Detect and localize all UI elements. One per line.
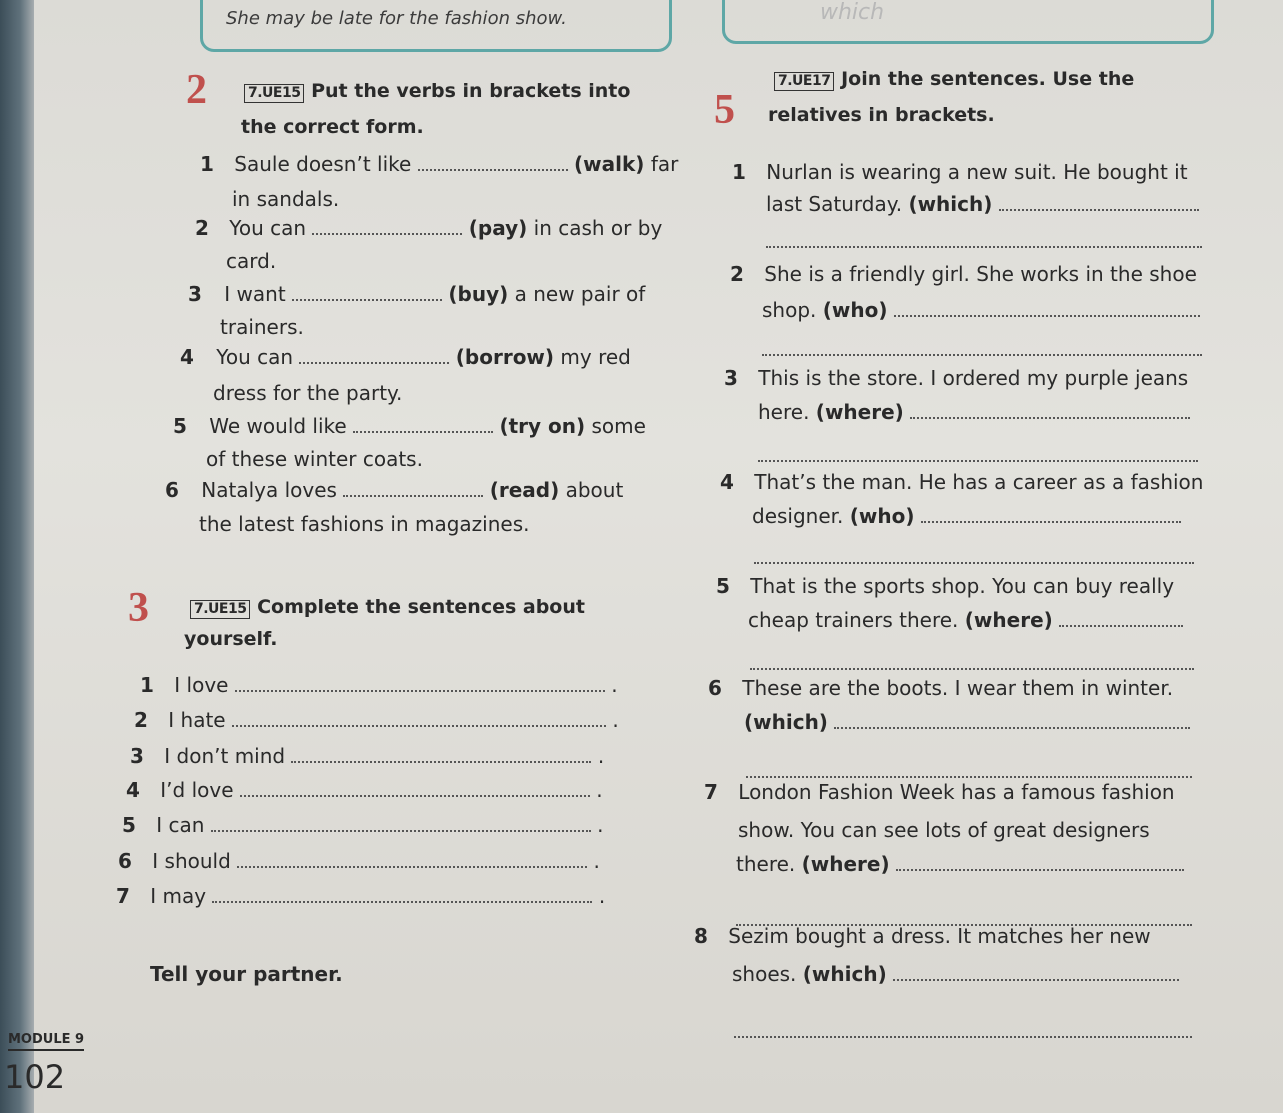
item-text: trainers. bbox=[220, 315, 304, 339]
item-text: That is the sports shop. You can buy really bbox=[750, 574, 1175, 598]
unit-code: 7.UE15 bbox=[190, 600, 250, 619]
answer-line bbox=[758, 446, 1198, 466]
item-text: last Saturday. bbox=[766, 192, 903, 216]
instruction-line-1: Complete the sentences about bbox=[257, 596, 585, 618]
item-text: cheap trainers there. bbox=[748, 608, 959, 632]
exercise-instruction bbox=[774, 68, 1134, 91]
answer-blank[interactable] bbox=[211, 816, 591, 832]
relative-hint: (who) bbox=[849, 504, 915, 528]
item-text: about bbox=[565, 478, 624, 502]
tell-partner: Tell your partner. bbox=[150, 962, 343, 986]
item-number: 3 bbox=[724, 366, 738, 390]
item-text: shop. bbox=[762, 298, 817, 322]
item-text: She is a friendly girl. She works in the shoe bbox=[764, 262, 1197, 286]
answer-blank[interactable] bbox=[762, 340, 1202, 356]
item-number: 2 bbox=[134, 708, 148, 732]
relative-hint: (which) bbox=[802, 962, 887, 986]
exercise-item bbox=[173, 414, 646, 438]
answer-blank[interactable] bbox=[894, 301, 1200, 317]
exercise-item bbox=[724, 366, 1188, 390]
item-line bbox=[744, 710, 1190, 734]
answer-blank[interactable] bbox=[758, 446, 1198, 462]
verb-hint: (read) bbox=[489, 478, 560, 502]
exercise-item bbox=[730, 262, 1197, 286]
exercise-item bbox=[704, 780, 1175, 804]
item-number: 4 bbox=[126, 778, 140, 802]
example-box-right bbox=[722, 0, 1214, 44]
item-text: These are the boots. I wear them in winter. bbox=[742, 676, 1174, 700]
exercise-item: 2 I hate . bbox=[134, 708, 619, 732]
item-text: shoes. bbox=[732, 962, 797, 986]
relative-hint: (where) bbox=[964, 608, 1053, 632]
item-text: That’s the man. He has a career as a fashion bbox=[754, 470, 1204, 494]
item-text: of these winter coats. bbox=[206, 447, 423, 471]
relative-hint: (where) bbox=[815, 400, 904, 424]
item-line bbox=[752, 504, 1181, 528]
item-number: 6 bbox=[165, 478, 179, 502]
answer-blank[interactable] bbox=[353, 417, 493, 433]
answer-blank[interactable] bbox=[343, 481, 483, 497]
relative-hint: (where) bbox=[801, 852, 890, 876]
unit-code: 7.UE15 bbox=[244, 84, 304, 103]
book-spine bbox=[0, 0, 34, 1113]
exercise-item bbox=[708, 676, 1173, 700]
item-text: This is the store. I ordered my purple jeans bbox=[758, 366, 1189, 390]
item-text: show. You can see lots of great designers bbox=[738, 818, 1150, 842]
item-text: in cash or by bbox=[533, 216, 663, 240]
module-label: MODULE 9 bbox=[8, 1032, 84, 1051]
item-number: 1 bbox=[140, 673, 154, 697]
answer-blank[interactable] bbox=[734, 1022, 1192, 1038]
exercise-item bbox=[694, 924, 1151, 948]
item-number: 6 bbox=[118, 849, 132, 873]
item-number: 7 bbox=[704, 780, 718, 804]
answer-line bbox=[750, 654, 1194, 674]
answer-blank[interactable] bbox=[418, 155, 568, 171]
answer-blank[interactable] bbox=[299, 348, 449, 364]
exercise-instruction bbox=[244, 80, 630, 103]
item-number: 5 bbox=[173, 414, 187, 438]
answer-blank[interactable] bbox=[291, 747, 591, 763]
item-text: dress for the party. bbox=[213, 381, 403, 405]
answer-blank[interactable] bbox=[235, 676, 605, 692]
item-number: 6 bbox=[708, 676, 722, 700]
exercise-instruction bbox=[190, 596, 585, 619]
verb-hint: (walk) bbox=[574, 152, 645, 176]
answer-line bbox=[734, 1022, 1192, 1042]
verb-hint: (pay) bbox=[468, 216, 528, 240]
item-text: Saule doesn’t like bbox=[234, 152, 412, 176]
item-text: in sandals. bbox=[232, 187, 340, 211]
item-number: 1 bbox=[200, 152, 214, 176]
item-text: here. bbox=[758, 400, 810, 424]
item-text: I love bbox=[174, 673, 229, 697]
item-number: 3 bbox=[130, 744, 144, 768]
item-number: 5 bbox=[716, 574, 730, 598]
item-text: some bbox=[591, 414, 646, 438]
answer-blank[interactable] bbox=[1059, 611, 1183, 627]
exercise-item: 4 I’d love . bbox=[126, 778, 603, 802]
answer-blank[interactable] bbox=[232, 711, 606, 727]
item-line bbox=[762, 298, 1200, 322]
item-number: 5 bbox=[122, 813, 136, 837]
item-text: Sezim bought a dress. It matches her new bbox=[728, 924, 1151, 948]
item-text: there. bbox=[736, 852, 796, 876]
exercise-item bbox=[180, 345, 631, 369]
item-number: 3 bbox=[188, 282, 202, 306]
answer-blank[interactable] bbox=[212, 887, 592, 903]
item-number: 7 bbox=[116, 884, 130, 908]
exercise-item: 7 I may . bbox=[116, 884, 606, 908]
item-text: I want bbox=[224, 282, 286, 306]
item-text: Natalya loves bbox=[201, 478, 337, 502]
item-text: You can bbox=[216, 345, 294, 369]
item-text: my red bbox=[560, 345, 631, 369]
exercise-number: 3 bbox=[128, 585, 149, 631]
handwritten-note: which bbox=[820, 0, 885, 25]
instruction-line-1: Join the sentences. Use the bbox=[841, 68, 1135, 90]
item-text: London Fashion Week has a famous fashion bbox=[738, 780, 1175, 804]
item-number: 8 bbox=[694, 924, 708, 948]
exercise-item bbox=[716, 574, 1174, 598]
item-text: designer. bbox=[752, 504, 844, 528]
verb-hint: (borrow) bbox=[455, 345, 555, 369]
example-sentence: She may be late for the fashion show. bbox=[226, 8, 567, 29]
exercise-item bbox=[165, 478, 623, 502]
answer-line bbox=[766, 232, 1202, 252]
item-number: 2 bbox=[195, 216, 209, 240]
exercise-item bbox=[195, 216, 662, 240]
item-number: 1 bbox=[732, 160, 746, 184]
item-text: Nurlan is wearing a new suit. He bought it bbox=[766, 160, 1188, 184]
answer-line bbox=[754, 548, 1194, 568]
item-line bbox=[732, 962, 1179, 986]
item-number: 4 bbox=[180, 345, 194, 369]
answer-blank[interactable] bbox=[237, 852, 587, 868]
exercise-number: 5 bbox=[714, 87, 735, 133]
item-text: the latest fashions in magazines. bbox=[199, 512, 530, 536]
item-line bbox=[736, 852, 1184, 876]
page-number: 102 bbox=[4, 1058, 66, 1096]
item-line bbox=[758, 400, 1190, 424]
verb-hint: (try on) bbox=[499, 414, 586, 438]
instruction-line-2: the correct form. bbox=[241, 116, 424, 138]
exercise-number: 2 bbox=[186, 67, 207, 113]
answer-blank[interactable] bbox=[921, 507, 1181, 523]
instruction-line-2: relatives in brackets. bbox=[768, 104, 995, 126]
item-text: I hate bbox=[168, 708, 226, 732]
verb-hint: (buy) bbox=[448, 282, 509, 306]
answer-blank[interactable] bbox=[750, 654, 1194, 670]
item-line bbox=[766, 192, 1199, 216]
answer-blank[interactable] bbox=[999, 195, 1199, 211]
relative-hint: (who) bbox=[822, 298, 888, 322]
answer-blank[interactable] bbox=[834, 713, 1190, 729]
answer-blank[interactable] bbox=[746, 762, 1192, 778]
exercise-item bbox=[188, 282, 645, 306]
item-text: a new pair of bbox=[514, 282, 646, 306]
exercise-item bbox=[732, 160, 1188, 184]
exercise-item: 1 I love . bbox=[140, 673, 618, 697]
answer-blank[interactable] bbox=[893, 965, 1179, 981]
answer-blank[interactable] bbox=[754, 548, 1194, 564]
answer-line bbox=[762, 340, 1202, 360]
exercise-item bbox=[720, 470, 1203, 494]
relative-hint: (which) bbox=[908, 192, 993, 216]
exercise-item: 5 I can . bbox=[122, 813, 604, 837]
answer-blank[interactable] bbox=[312, 219, 462, 235]
exercise-item: 3 I don’t mind . bbox=[130, 744, 605, 768]
unit-code: 7.UE17 bbox=[774, 72, 834, 91]
item-text: far bbox=[650, 152, 679, 176]
item-text: I should bbox=[152, 849, 231, 873]
item-text: I can bbox=[156, 813, 205, 837]
exercise-item: 6 I should . bbox=[118, 849, 600, 873]
answer-blank[interactable] bbox=[910, 403, 1190, 419]
answer-blank[interactable] bbox=[766, 232, 1202, 248]
item-text: We would like bbox=[209, 414, 347, 438]
item-text: I may bbox=[150, 884, 207, 908]
answer-line bbox=[746, 762, 1192, 782]
item-text: I don’t mind bbox=[164, 744, 286, 768]
instruction-line-2: yourself. bbox=[184, 628, 278, 650]
exercise-item bbox=[200, 152, 678, 176]
item-number: 4 bbox=[720, 470, 734, 494]
instruction-line-1: Put the verbs in brackets into bbox=[311, 80, 631, 102]
relative-hint: (which) bbox=[744, 710, 828, 734]
answer-blank[interactable] bbox=[896, 855, 1184, 871]
item-text: You can bbox=[229, 216, 307, 240]
answer-blank[interactable] bbox=[240, 781, 590, 797]
item-text: I’d love bbox=[160, 778, 234, 802]
answer-blank[interactable] bbox=[292, 285, 442, 301]
item-line bbox=[748, 608, 1183, 632]
item-text: card. bbox=[226, 249, 277, 273]
item-number: 2 bbox=[730, 262, 744, 286]
